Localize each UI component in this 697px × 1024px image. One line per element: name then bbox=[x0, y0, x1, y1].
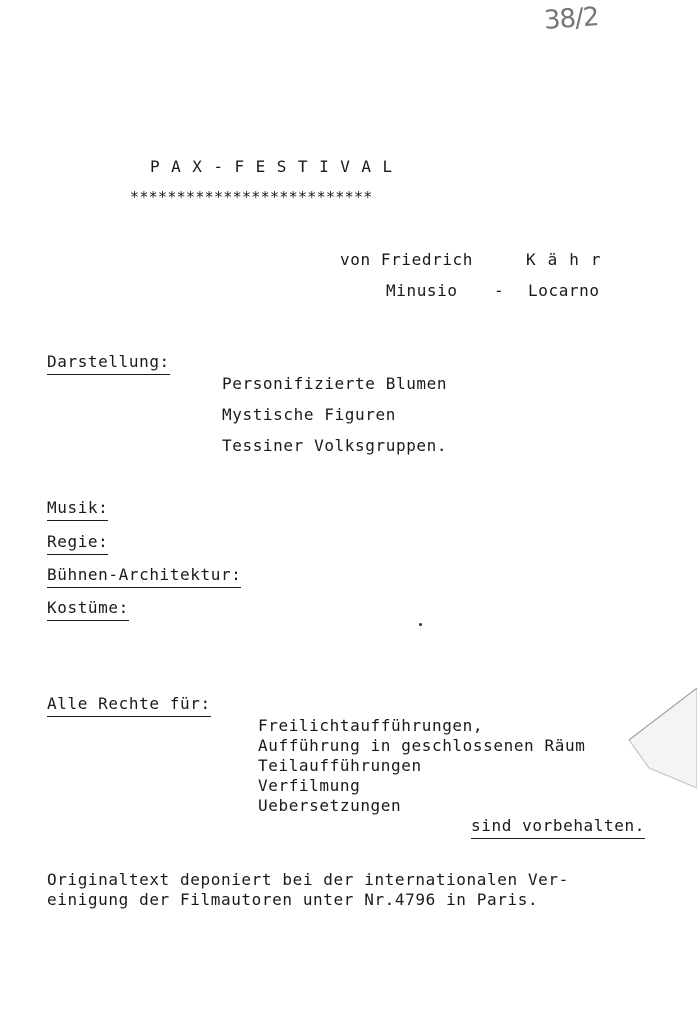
darstellung-item-2: Mystische Figuren bbox=[222, 405, 396, 424]
rights-item-2: Aufführung in geschlossenen Räum bbox=[258, 736, 586, 755]
credit-musik: Musik: bbox=[47, 498, 108, 521]
folded-corner-mark bbox=[627, 688, 697, 798]
author-place-minusio: Minusio bbox=[386, 281, 458, 300]
rights-item-5: Uebersetzungen bbox=[258, 796, 402, 815]
rights-item-3: Teilaufführungen bbox=[258, 756, 422, 775]
page-number-handwritten: 38/2 bbox=[543, 2, 600, 36]
footer-line-1: Originaltext deponiert bei der internationalen Ver- bbox=[47, 870, 569, 889]
darstellung-item-3: Tessiner Volksgruppen. bbox=[222, 436, 448, 455]
rights-item-4: Verfilmung bbox=[258, 776, 361, 795]
title-asterisk-rule: ************************** bbox=[130, 188, 373, 206]
credit-regie: Regie: bbox=[47, 532, 108, 555]
rights-label: Alle Rechte für: bbox=[47, 694, 211, 717]
author-place-locarno: Locarno bbox=[528, 281, 600, 300]
darstellung-label: Darstellung: bbox=[47, 352, 170, 375]
credit-kostueme: Kostüme: bbox=[47, 598, 129, 621]
rights-closing: sind vorbehalten. bbox=[471, 816, 645, 839]
footer-line-2: einigung der Filmautoren unter Nr.4796 in Paris. bbox=[47, 890, 539, 909]
rights-item-1: Freilichtaufführungen, bbox=[258, 716, 484, 735]
author-place-dash: - bbox=[494, 281, 505, 300]
document-title: PAX-FESTIVAL bbox=[150, 157, 404, 176]
darstellung-item-1: Personifizierte Blumen bbox=[222, 374, 448, 393]
credit-buehnen-architektur: Bühnen-Architektur: bbox=[47, 565, 241, 588]
author-prefix: von Friedrich bbox=[340, 250, 474, 269]
paper-speck bbox=[419, 623, 422, 626]
author-name: Kähr bbox=[526, 250, 613, 269]
